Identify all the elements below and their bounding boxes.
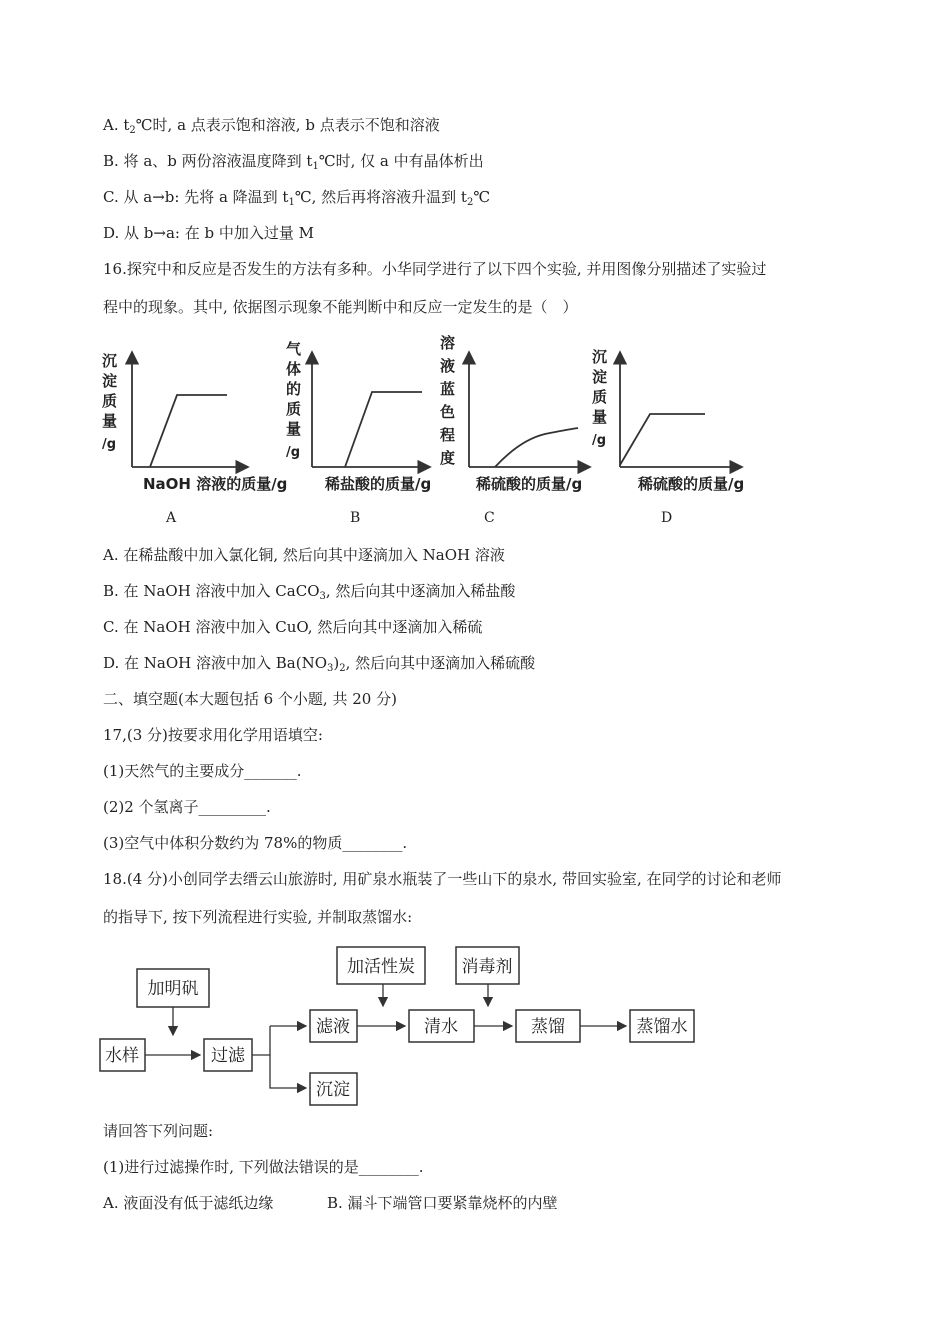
q18-stem-line2: 的指导下, 按下列流程进行实验, 并制取蒸馏水: <box>103 908 413 926</box>
graph-c-ylabel-2: 蓝 <box>440 380 456 398</box>
graph-d-ylabel-2: 质 <box>592 388 608 406</box>
graph-d-xlabel: 稀硫酸的质量/g <box>638 475 745 493</box>
q18-sub1-option-b: B. 漏斗下端管口要紧靠烧杯的内壁 <box>327 1194 558 1212</box>
q16-graphs <box>0 330 950 500</box>
q15-option-a: A. $t_2℃$时, a 点表示饱和溶液, b 点表示不饱和溶液 <box>103 116 440 136</box>
q16-option-b: B. 在 NaOH 溶液中加入 CaCO$_3$, 然后向其中逐滴加入稀盐酸 <box>103 582 516 602</box>
label-distilled-water: 蒸馏水 <box>636 1017 688 1037</box>
graph-b-ylabel-5: /g <box>286 445 301 460</box>
graph-d-ylabel-4: /g <box>592 433 607 448</box>
graph-c-xlabel: 稀硫酸的质量/g <box>476 475 583 493</box>
graph-b-ylabel-1: 体 <box>286 360 302 378</box>
q16-stem-line1: 16.探究中和反应是否发生的方法有多种。小华同学进行了以下四个实验, 并用图像分别描述了实验过 <box>103 260 767 278</box>
q15-option-c: C. 从 a→b: 先将 a 降温到 $t_1℃$, 然后再将溶液升温到 $t_2℃$ <box>103 188 491 208</box>
graph-a <box>102 352 287 493</box>
q16-option-c: C. 在 NaOH 溶液中加入 CuO, 然后向其中逐滴加入稀硫 <box>103 618 483 636</box>
graph-c-letter: C <box>484 510 495 526</box>
graph-c-ylabel-4: 程 <box>440 426 456 444</box>
label-precipitate: 沉淀 <box>316 1080 350 1100</box>
graph-d-ylabel-0: 沉 <box>592 348 608 366</box>
branch-line <box>252 1026 270 1055</box>
label-add-alum: 加明矾 <box>147 979 199 999</box>
q17-item-1: (1)天然气的主要成分_______. <box>103 762 302 780</box>
graph-c-ylabel-5: 度 <box>440 449 456 467</box>
graph-d-ylabel-3: 量 <box>592 408 608 426</box>
graph-a-ylabel-0: 沉 <box>102 352 118 370</box>
section-heading: 二、填空题(本大题包括 6 个小题, 共 20 分) <box>103 690 397 708</box>
graph-b-xlabel: 稀盐酸的质量/g <box>325 475 432 493</box>
graph-a-ylabel-1: 淀 <box>102 372 118 390</box>
label-filtrate: 滤液 <box>316 1017 350 1037</box>
graph-a-letter: A <box>166 510 177 526</box>
q17-item-2: (2)2 个氢离子_________. <box>103 798 271 816</box>
graph-c-ylabel-1: 液 <box>440 357 456 375</box>
q17-stem: 17,(3 分)按要求用化学用语填空: <box>103 726 323 744</box>
q17-item-3: (3)空气中体积分数约为 78%的物质________. <box>103 834 408 852</box>
q16-option-d: D. 在 NaOH 溶液中加入 $Ba(NO_3)_2$, 然后向其中逐滴加入稀硫酸 <box>103 654 536 674</box>
graph-b-ylabel-3: 质 <box>286 400 302 418</box>
q15-option-d: D. 从 b→a: 在 b 中加入过量 M <box>103 224 314 242</box>
graph-b-curve <box>345 392 422 467</box>
q16-option-a: A. 在稀盐酸中加入氯化铜, 然后向其中逐滴加入 NaOH 溶液 <box>103 546 505 564</box>
graph-c <box>439 334 590 493</box>
label-water-sample: 水样 <box>105 1046 139 1066</box>
graph-b-ylabel-0: 气 <box>286 340 302 358</box>
branch-line-lower <box>270 1055 306 1088</box>
q15-option-b: B. 将 a、b 两份溶液温度降到 $t_1℃$时, 仅 a 中有晶体析出 <box>103 152 484 172</box>
q18-stem-line1: 18.(4 分)小创同学去缙云山旅游时, 用矿泉水瓶装了一些山下的泉水, 带回实验室, 在同学的讨论和老师 <box>103 870 782 888</box>
graph-d-letter: D <box>661 510 673 526</box>
label-disinfectant: 消毒剂 <box>461 957 513 977</box>
q18-sub1: (1)进行过滤操作时, 下列做法错误的是________. <box>103 1158 424 1176</box>
graph-d-curve <box>620 414 705 465</box>
graph-a-curve <box>150 395 227 467</box>
label-distill: 蒸馏 <box>531 1017 565 1037</box>
graph-d <box>592 348 744 493</box>
graph-c-curve <box>495 428 578 467</box>
label-add-carbon: 加活性炭 <box>347 957 415 977</box>
graph-c-ylabel-0: 溶 <box>440 334 456 352</box>
graph-a-ylabel-3: 量 <box>102 412 118 430</box>
label-clear-water: 清水 <box>424 1017 458 1037</box>
q16-stem-line2: 程中的现象。其中, 依据图示现象不能判断中和反应一定发生的是（ ） <box>103 298 578 316</box>
graph-b-ylabel-4: 量 <box>286 420 302 438</box>
label-filter: 过滤 <box>211 1046 245 1066</box>
graph-a-xlabel: NaOH 溶液的质量/g <box>143 475 288 493</box>
graph-c-ylabel-3: 色 <box>440 403 456 421</box>
q18-sub1-option-a: A. 液面没有低于滤纸边缘 <box>103 1194 274 1212</box>
q18-prompt: 请回答下列问题: <box>103 1122 214 1140</box>
graph-b-ylabel-2: 的 <box>286 380 302 398</box>
graph-d-ylabel-1: 淀 <box>592 368 608 386</box>
graph-b <box>286 340 431 493</box>
graph-b-letter: B <box>350 510 361 526</box>
graph-a-ylabel-4: /g <box>102 437 117 452</box>
q18-flowchart <box>0 938 950 1113</box>
graph-a-ylabel-2: 质 <box>102 392 118 410</box>
